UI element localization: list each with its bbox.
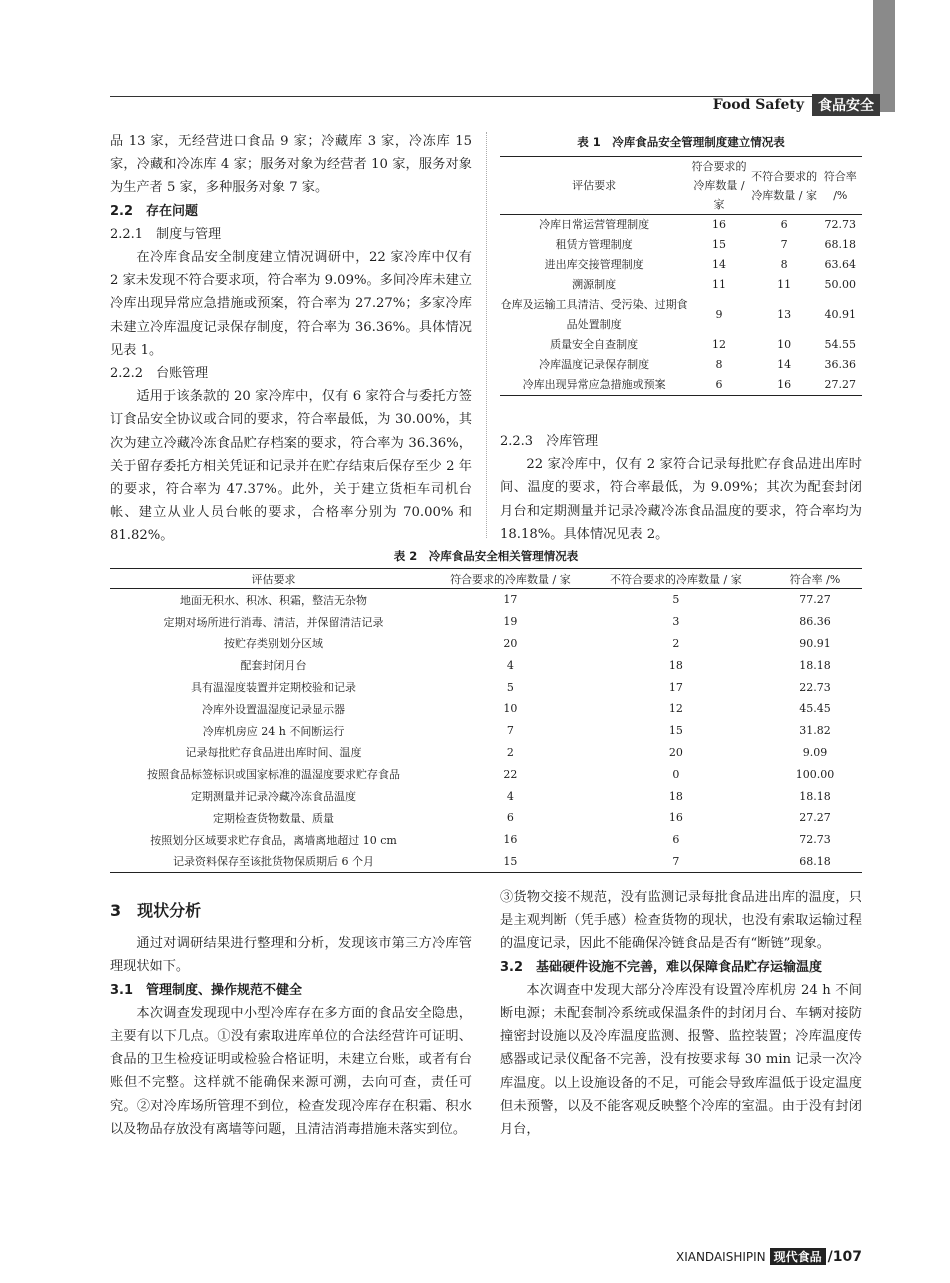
cell-pass: 17 xyxy=(503,593,518,607)
table-row xyxy=(500,375,862,396)
table-row xyxy=(110,763,862,785)
cell-requirement: 质量安全自查制度 xyxy=(550,338,639,351)
table-row xyxy=(500,235,862,255)
cell-pass: 15 xyxy=(503,854,518,868)
table-row xyxy=(110,633,862,655)
cell-rate: 72.73 xyxy=(799,833,831,847)
cell-requirement: 溯源制度 xyxy=(572,278,617,291)
cell-requirement: 按照划分区域要求贮存食品，离墙离地超过 10 cm xyxy=(150,833,397,847)
table-row xyxy=(110,654,862,676)
paragraph: 本次调查中发现大部分冷库没有设置冷库机房 24 h 不间断电源；未配套制冷系统或保温条件的封闭月台、车辆对接防撞密封设施以及冷库温度监测、报警、监控装置；冷库温度传感器或记录仪配备不完善，没有按要求每 30 min 记录一次冷库温度。以上设施设备的不足，可能会导致库温低于设定温度但未预警，以及不能客观反映整个冷库的室温。由于没有封闭月台， xyxy=(500,982,862,1138)
cell-requirement: 租赁方管理制度 xyxy=(555,238,633,251)
table-row xyxy=(500,295,862,335)
cell-requirement: 定期测量并记录冷藏冷冻食品温度 xyxy=(191,790,357,804)
bottom-right-column xyxy=(500,886,862,1141)
table-row xyxy=(110,851,862,873)
cell-fail: 7 xyxy=(780,238,788,251)
t1-header-pass: 符合要求的冷库数量 / 家 xyxy=(688,157,750,215)
cell-rate: 100.00 xyxy=(795,767,835,781)
table-row xyxy=(110,698,862,720)
cell-requirement: 定期对场所进行消毒、清洁，并保留清洁记录 xyxy=(163,615,384,629)
cell-rate: 90.91 xyxy=(799,636,831,650)
cell-rate: 27.27 xyxy=(824,378,857,391)
t2-header-rate: 符合率 /% xyxy=(768,569,862,589)
table-row xyxy=(500,215,862,236)
cell-pass: 4 xyxy=(506,658,514,672)
cell-rate: 18.18 xyxy=(799,789,831,803)
cell-fail: 6 xyxy=(780,218,788,231)
cell-rate: 63.64 xyxy=(824,258,857,271)
cell-fail: 3 xyxy=(672,615,680,629)
cell-pass: 15 xyxy=(712,238,727,251)
cell-pass: 16 xyxy=(503,833,518,847)
cell-rate: 9.09 xyxy=(802,745,828,759)
cell-fail: 16 xyxy=(668,811,683,825)
cell-pass: 8 xyxy=(715,358,723,371)
cell-requirement: 具有温湿度装置并定期校验和记录 xyxy=(191,681,357,695)
cell-pass: 7 xyxy=(506,724,514,738)
bottom-left-column xyxy=(110,893,472,1141)
section-heading: 2.2 存在问题 xyxy=(110,203,199,219)
header-en: Food Safety xyxy=(712,97,804,113)
cell-fail: 0 xyxy=(672,767,680,781)
cell-rate: 22.73 xyxy=(799,680,831,694)
t2-header-requirement: 评估要求 xyxy=(110,569,437,589)
table-row xyxy=(500,355,862,375)
cell-fail: 2 xyxy=(672,636,680,650)
column-divider xyxy=(486,132,487,538)
cell-fail: 11 xyxy=(777,278,792,291)
cell-fail: 20 xyxy=(668,745,683,759)
cell-requirement: 冷库机房应 24 h 不间断运行 xyxy=(202,724,345,738)
cell-requirement: 仓库及运输工具清洁、受污染、过期食品处置制度 xyxy=(500,298,688,331)
page-number: /107 xyxy=(827,1248,862,1265)
cell-fail: 14 xyxy=(777,358,792,371)
cell-pass: 2 xyxy=(506,745,514,759)
t2-header-pass: 符合要求的冷库数量 / 家 xyxy=(437,569,584,589)
cell-pass: 5 xyxy=(506,680,514,694)
t2-header-fail: 不符合要求的冷库数量 / 家 xyxy=(584,569,768,589)
cell-requirement: 按照食品标签标识或国家标准的温湿度要求贮存食品 xyxy=(147,768,401,782)
cell-rate: 36.36 xyxy=(824,358,857,371)
cell-rate: 86.36 xyxy=(799,615,831,629)
cell-fail: 7 xyxy=(672,854,680,868)
section-heading: 3 现状分析 xyxy=(110,901,202,920)
cell-rate: 72.73 xyxy=(824,218,857,231)
cell-rate: 50.00 xyxy=(824,278,857,291)
paragraph: 在冷库食品安全制度建立情况调研中，22 家冷库中仅有 2 家未发现不符合要求项，符合率为 9.09%。多间冷库未建立冷库出现异常应急措施或预案，符合率为 27.27%；多家冷库未建立冷库温度记录保存制度，符合率为 36.36%。具体情况见表 1。 xyxy=(110,250,472,358)
section-heading: 3.2 基础硬件设施不完善，难以保障食品贮存运输温度 xyxy=(500,959,823,975)
cell-pass: 6 xyxy=(506,811,514,825)
paragraph: 品 13 家，无经营进口食品 9 家；冷藏库 3 家，冷冻库 15 家，冷藏和冷冻库 4 家；服务对象为经营者 10 家，服务对象为生产者 5 家，多种服务对象 7 家。 xyxy=(110,134,472,196)
table-2-caption: 表 2 冷库食品安全相关管理情况表 xyxy=(393,549,579,563)
cell-requirement: 按贮存类别划分区域 xyxy=(224,637,324,651)
cell-pass: 14 xyxy=(712,258,727,271)
cell-requirement: 记录每批贮存食品进出库时间、温度 xyxy=(185,746,362,760)
cell-requirement: 记录资料保存至该批货物保质期后 6 个月 xyxy=(173,855,375,869)
cell-fail: 8 xyxy=(780,258,788,271)
cell-pass: 6 xyxy=(715,378,723,391)
cell-requirement: 定期检查货物数量、质量 xyxy=(213,811,335,825)
running-header xyxy=(713,94,880,116)
section-heading: 2.2.3 冷库管理 xyxy=(500,434,599,449)
cell-pass: 19 xyxy=(503,615,518,629)
cell-fail: 18 xyxy=(668,789,683,803)
left-column xyxy=(110,130,472,548)
cell-rate: 31.82 xyxy=(799,724,831,738)
table-1-caption: 表 1 冷库食品安全管理制度建立情况表 xyxy=(577,135,785,149)
t1-header-fail: 不符合要求的冷库数量 / 家 xyxy=(750,157,819,215)
cell-rate: 77.27 xyxy=(799,593,831,607)
cell-rate: 40.91 xyxy=(824,308,857,321)
cell-rate: 54.55 xyxy=(824,338,857,351)
cell-fail: 16 xyxy=(777,378,792,391)
footer-en: XIANDAISHIPIN xyxy=(675,1249,766,1264)
table-2 xyxy=(110,548,862,873)
cell-rate: 68.18 xyxy=(824,238,857,251)
right-column xyxy=(500,430,862,546)
cell-rate: 18.18 xyxy=(799,658,831,672)
paragraph: 适用于该条款的 20 家冷库中，仅有 6 家符合与委托方签订食品安全协议或合同的要求，符合率最低，为 30.00%，其次为建立冷藏冷冻食品贮存档案的要求，符合率为 36.36%，关于留存委托方相关凭证和记录并在贮存结束后保存至少 2 年的要求，符合率为 47.37%。此外，关于建立货柜车司机台帐、建立从业人员台帐的要求，合格率分别为 70.00% 和 81.82%。 xyxy=(110,389,472,544)
table-row xyxy=(500,335,862,355)
cell-pass: 10 xyxy=(503,702,518,716)
cell-rate: 27.27 xyxy=(799,811,831,825)
table-row xyxy=(110,785,862,807)
section-heading: 2.2.1 制度与管理 xyxy=(110,226,222,242)
cell-pass: 11 xyxy=(712,278,727,291)
t1-header-rate: 符合率 /% xyxy=(819,157,862,215)
cell-fail: 10 xyxy=(777,338,792,351)
table-row xyxy=(110,720,862,742)
cell-requirement: 冷库温度记录保存制度 xyxy=(539,358,650,371)
table-1 xyxy=(500,134,862,396)
header-cn: 食品安全 xyxy=(812,94,880,116)
cell-requirement: 配套封闭月台 xyxy=(240,659,307,673)
cell-pass: 9 xyxy=(715,308,723,321)
cell-fail: 6 xyxy=(672,833,680,847)
cell-pass: 20 xyxy=(503,636,518,650)
section-heading: 2.2.2 台账管理 xyxy=(110,366,209,382)
footer-magazine: 现代食品 xyxy=(770,1248,826,1265)
cell-fail: 5 xyxy=(672,593,680,607)
table-row xyxy=(110,589,862,611)
cell-rate: 68.18 xyxy=(799,854,831,868)
cell-requirement: 冷库外设置温湿度记录显示器 xyxy=(202,702,346,716)
paragraph: 通过对调研结果进行整理和分析，发现该市第三方冷库管理现状如下。 xyxy=(110,936,472,975)
table-row xyxy=(110,676,862,698)
cell-fail: 18 xyxy=(668,658,683,672)
cell-fail: 17 xyxy=(668,680,683,694)
cell-fail: 15 xyxy=(668,724,683,738)
footer xyxy=(676,1248,862,1265)
paragraph: 本次调查发现现中小型冷库存在多方面的食品安全隐患，主要有以下几点。①没有索取进库单位的合法经营许可证明、食品的卫生检疫证明或检验合格证明，未建立台账，或者有台账但不完整。这样就不能确保来源可溯，去向可查，责任可究。②对冷库场所管理不到位，检查发现冷库存在积霜、积水以及物品存放没有离墙等问题，且清洁消毒措施未落实到位。 xyxy=(110,1005,472,1137)
cell-requirement: 地面无积水、积冰、积霜，整洁无杂物 xyxy=(180,593,368,607)
cell-requirement: 冷库日常运营管理制度 xyxy=(539,218,650,231)
t1-header-requirement: 评估要求 xyxy=(500,157,688,215)
table-row xyxy=(110,829,862,851)
cell-fail: 13 xyxy=(777,308,792,321)
section-heading: 3.1 管理制度、操作规范不健全 xyxy=(110,982,303,998)
cell-requirement: 进出库交接管理制度 xyxy=(544,258,644,271)
table-row xyxy=(110,807,862,829)
table-row xyxy=(500,255,862,275)
cell-pass: 22 xyxy=(503,767,518,781)
cell-fail: 12 xyxy=(668,702,683,716)
table-row xyxy=(110,742,862,764)
table-row xyxy=(110,611,862,633)
table-row xyxy=(500,275,862,295)
cell-pass: 12 xyxy=(712,338,727,351)
paragraph: ③货物交接不规范，没有监测记录每批食品进出库的温度，只是主观判断（凭手感）检查货物的现状，也没有索取运输过程的温度记录，因此不能确保冷链食品是否有“断链”现象。 xyxy=(500,890,862,952)
cell-pass: 16 xyxy=(712,218,727,231)
cell-pass: 4 xyxy=(506,789,514,803)
cell-requirement: 冷库出现异常应急措施或预案 xyxy=(522,378,666,391)
cell-rate: 45.45 xyxy=(799,702,831,716)
paragraph: 22 家冷库中，仅有 2 家符合记录每批贮存食品进出库时间、温度的要求，符合率最低，为 9.09%；其次为配套封闭月台和定期测量并记录冷藏冷冻食品温度的要求，符合率均为 18.18%。具体情况见表 2。 xyxy=(500,457,862,542)
